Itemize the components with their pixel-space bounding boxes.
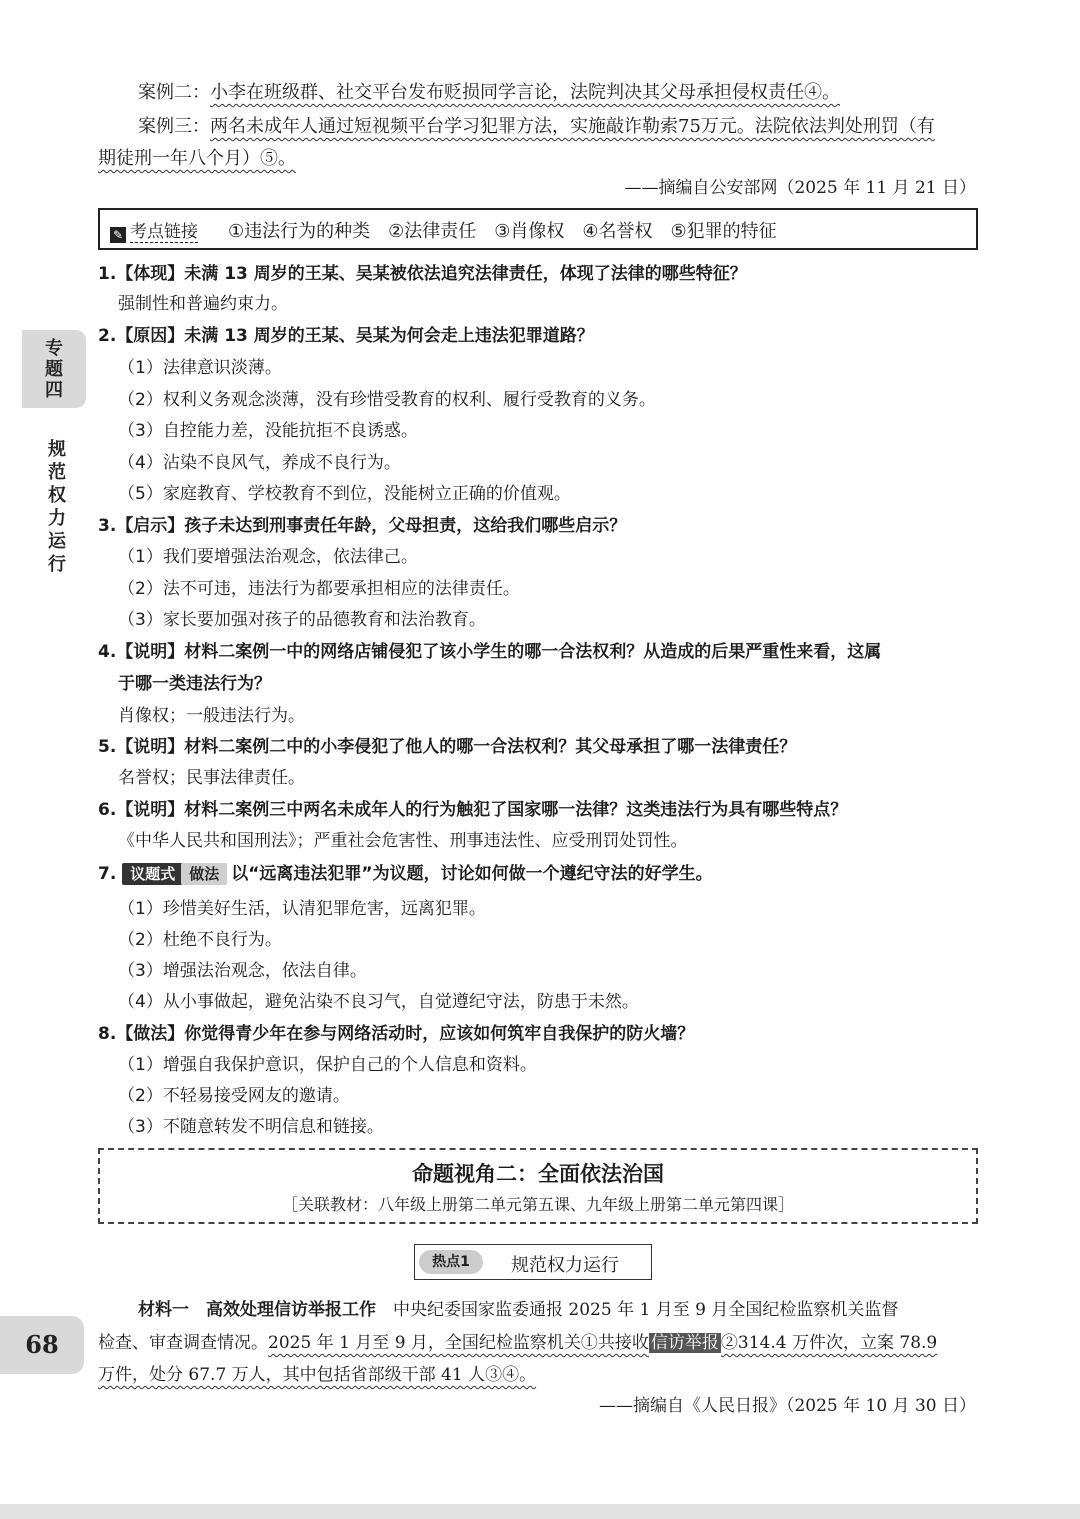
question-5: 5.【说明】材料二案例二中的小李侵犯了他人的哪一合法权利？其父母承担了哪一法律责任？ xyxy=(98,737,797,757)
answer-2-1: （1）法律意识淡薄。 xyxy=(118,358,282,378)
answer-1-1: 强制性和普遍约束力。 xyxy=(118,294,288,314)
exam-points-label-text: 考点链接 xyxy=(130,222,198,242)
topic-tab xyxy=(22,330,86,408)
case-two-label: 案例二： xyxy=(138,82,210,103)
pencil-icon: ✎ xyxy=(110,227,126,243)
question-4-cont: 于哪一类违法行为？ xyxy=(118,674,271,694)
material-highlight: 信访举报 xyxy=(650,1333,719,1353)
answer-3-2: （2）法不可违，违法行为都要承担相应的法律责任。 xyxy=(118,579,520,599)
question-7 xyxy=(98,860,713,888)
case-three xyxy=(138,112,935,142)
answer-7-1: （1）珍惜美好生活，认清犯罪危害，远离犯罪。 xyxy=(118,899,486,919)
topic-tab-text: 专题四 xyxy=(45,338,63,401)
material-line-1-text: 中央纪委国家监委通报 2025 年 1 月至 9 月全国纪检监察机关监督 xyxy=(376,1300,899,1320)
answer-2-4: （4）沾染不良风气，养成不良行为。 xyxy=(118,453,401,473)
exam-points-label xyxy=(110,217,198,243)
method-tag: 做法 xyxy=(181,863,227,885)
material-line-2-wavy: 2025 年 1 月至 9 月，全国纪检监察机关①共接收 xyxy=(268,1333,649,1353)
answer-3-1: （1）我们要增强法治观念，依法律己。 xyxy=(118,547,418,567)
question-8: 8.【做法】你觉得青少年在参与网络活动时，应该如何筑牢自我保护的防火墙？ xyxy=(98,1024,695,1044)
answer-8-1: （1）增强自我保护意识，保护自己的个人信息和资料。 xyxy=(118,1055,537,1075)
answer-7-4: （4）从小事做起，避免沾染不良习气，自觉遵纪守法，防患于未然。 xyxy=(118,992,639,1012)
material-line-2 xyxy=(98,1329,937,1357)
answer-3-3: （3）家长要加强对孩子的品德教育和法治教育。 xyxy=(118,610,486,630)
answer-8-2: （2）不轻易接受网友的邀请。 xyxy=(118,1086,350,1106)
exam-points-items: ①违法行为的种类 ②法律责任 ③肖像权 ④名誉权 ⑤犯罪的特征 xyxy=(228,221,777,242)
material-line-2-plain: 检查、审查调查情况。 xyxy=(98,1333,268,1353)
question-2: 2.【原因】未满 13 周岁的王某、吴某为何会走上违法犯罪道路？ xyxy=(98,326,594,346)
answer-7-3: （3）增强法治观念，依法自律。 xyxy=(118,961,367,981)
answer-2-3: （3）自控能力差，没能抗拒不良诱惑。 xyxy=(118,421,418,441)
hot-topic-title: 规范权力运行 xyxy=(511,1255,619,1276)
question-7-text: 以“远离违法犯罪”为议题，讨论如何做一个遵纪守法的好学生。 xyxy=(231,864,713,884)
case-source: ——摘编自公安部网（2025 年 11 月 21 日） xyxy=(624,178,976,198)
section-subtitle: ［关联教材：八年级上册第二单元第五课、九年级上册第二单元第四课］ xyxy=(281,1195,794,1214)
case-three-text-line2: 期徒刑一年八个月）⑤。 xyxy=(98,148,296,169)
material-line-3 xyxy=(98,1361,536,1389)
answer-4-1: 肖像权；一般违法行为。 xyxy=(118,706,305,726)
answer-2-5: （5）家庭教育、学校教育不到位，没能树立正确的价值观。 xyxy=(118,484,571,504)
case-three-cont xyxy=(98,144,296,174)
hot-topic-header xyxy=(414,1244,652,1280)
bottom-bar xyxy=(0,1504,1080,1519)
question-3: 3.【启示】孩子未达到刑事责任年龄，父母担责，这给我们哪些启示？ xyxy=(98,516,627,536)
page-number: 68 xyxy=(25,1330,59,1359)
answer-2-2: （2）权利义务观念淡薄，没有珍惜受教育的权利、履行受教育的义务。 xyxy=(118,390,656,410)
section-header xyxy=(98,1148,978,1224)
answer-7-2: （2）杜绝不良行为。 xyxy=(118,930,282,950)
case-two-text: 小李在班级群、社交平台发布贬损同学言论，法院判决其父母承担侵权责任④。 xyxy=(210,82,840,103)
question-1: 1.【体现】未满 13 周岁的王某、吴某被依法追究法律责任，体现了法律的哪些特征？ xyxy=(98,264,747,284)
question-7-number: 7. xyxy=(98,864,117,884)
material-label: 材料一 高效处理信访举报工作 xyxy=(138,1300,376,1320)
material-line-1 xyxy=(138,1296,898,1324)
exam-points-box xyxy=(98,208,978,250)
case-three-label: 案例三： xyxy=(138,116,210,137)
case-two xyxy=(138,78,840,108)
answer-8-3: （3）不随意转发不明信息和链接。 xyxy=(118,1117,384,1137)
answer-5-1: 名誉权；民事法律责任。 xyxy=(118,768,305,788)
page-number-tab xyxy=(0,1316,84,1374)
question-6: 6.【说明】材料二案例三中两名未成年人的行为触犯了国家哪一法律？这类违法行为具有哪些特点？ xyxy=(98,800,848,820)
sidebar-title: 规范权力运行 xyxy=(48,439,66,575)
hot-topic-badge: 热点1 xyxy=(419,1250,483,1274)
material-line-2-wavy-end: ②314.4 万件次，立案 78.9 xyxy=(720,1333,938,1353)
answer-6-1: 《中华人民共和国刑法》；严重社会危害性、刑事违法性、应受刑罚处罚性。 xyxy=(118,831,688,851)
material-line-3-wavy: 万件，处分 67.7 万人，其中包括省部级干部 41 人③④。 xyxy=(98,1365,537,1385)
case-three-text-line1: 两名未成年人通过短视频平台学习犯罪方法，实施敲诈勒索75万元。法院依法判处刑罚（有 xyxy=(210,116,935,137)
section-title: 命题视角二：全面依法治国 xyxy=(412,1162,664,1186)
question-4: 4.【说明】材料二案例一中的网络店铺侵犯了该小学生的哪一合法权利？从造成的后果严重性来看，这属 xyxy=(98,642,882,662)
topic-tag: 议题式 xyxy=(122,863,183,885)
material-source: ——摘编自《人民日报》（2025 年 10 月 30 日） xyxy=(598,1396,976,1416)
